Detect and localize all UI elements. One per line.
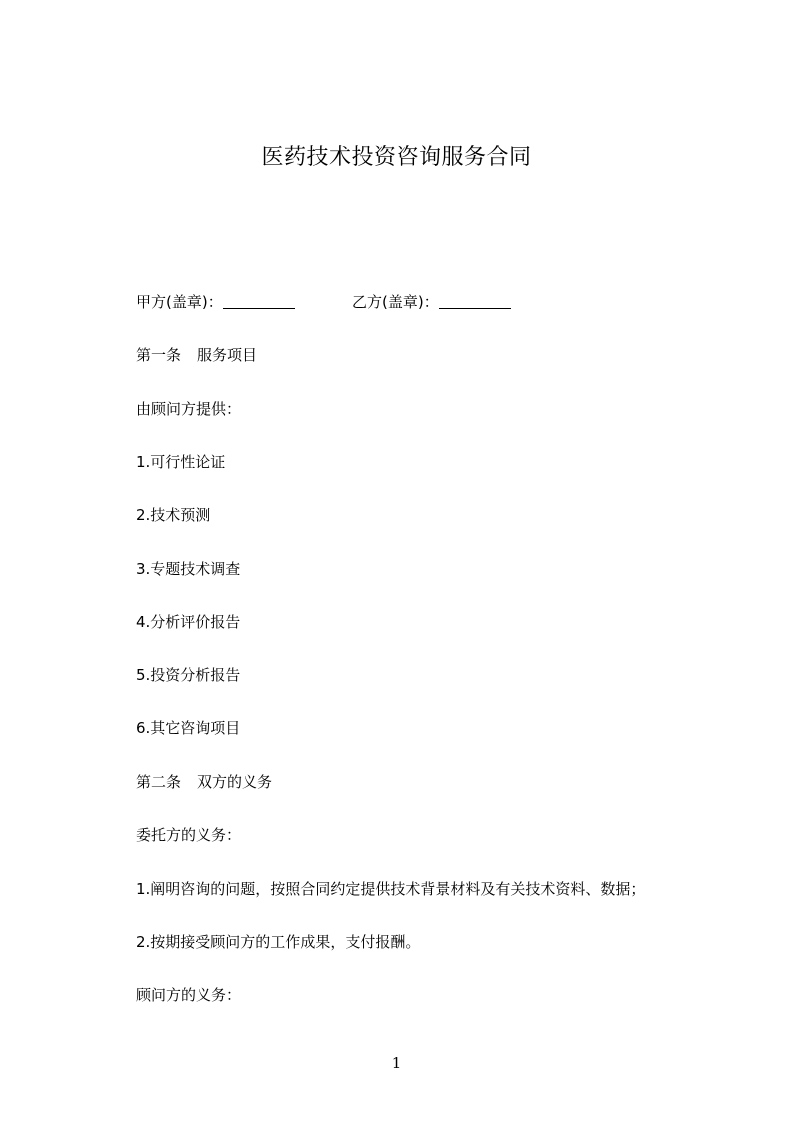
article-2-title: 双方的义务	[197, 773, 273, 791]
service-item-4: 4.分析评价报告	[136, 613, 241, 631]
party-a-signature	[136, 291, 295, 312]
article-2-heading	[136, 771, 272, 792]
article-1-number: 第一条	[136, 346, 182, 364]
party-a-blank	[223, 294, 295, 309]
service-item-1: 1.可行性论证	[136, 453, 226, 471]
party-b-blank	[439, 294, 511, 309]
article-2-number: 第二条	[136, 773, 182, 791]
article-1-title: 服务项目	[197, 346, 258, 364]
client-duties-heading: 委托方的义务：	[136, 826, 242, 844]
party-b-label: 乙方(盖章)：	[352, 293, 439, 311]
client-duty-1: 1.阐明咨询的问题，按照合同约定提供技术背景材料及有关技术资料、数据；	[136, 880, 646, 898]
party-a-label: 甲方(盖章)：	[136, 293, 223, 311]
service-item-3: 3.专题技术调查	[136, 560, 241, 578]
document-title: 医药技术投资咨询服务合同	[261, 145, 532, 170]
page-number: 1	[391, 1054, 402, 1072]
article-1-intro: 由顾问方提供：	[136, 400, 242, 418]
service-item-5: 5.投资分析报告	[136, 666, 241, 684]
client-duty-2: 2.按期接受顾问方的工作成果，支付报酬。	[136, 933, 421, 951]
article-1-heading	[136, 344, 257, 365]
service-item-6: 6.其它咨询项目	[136, 719, 241, 737]
party-b-signature	[352, 291, 511, 312]
service-item-2: 2.技术预测	[136, 506, 211, 524]
consultant-duties-heading: 顾问方的义务：	[136, 986, 242, 1004]
